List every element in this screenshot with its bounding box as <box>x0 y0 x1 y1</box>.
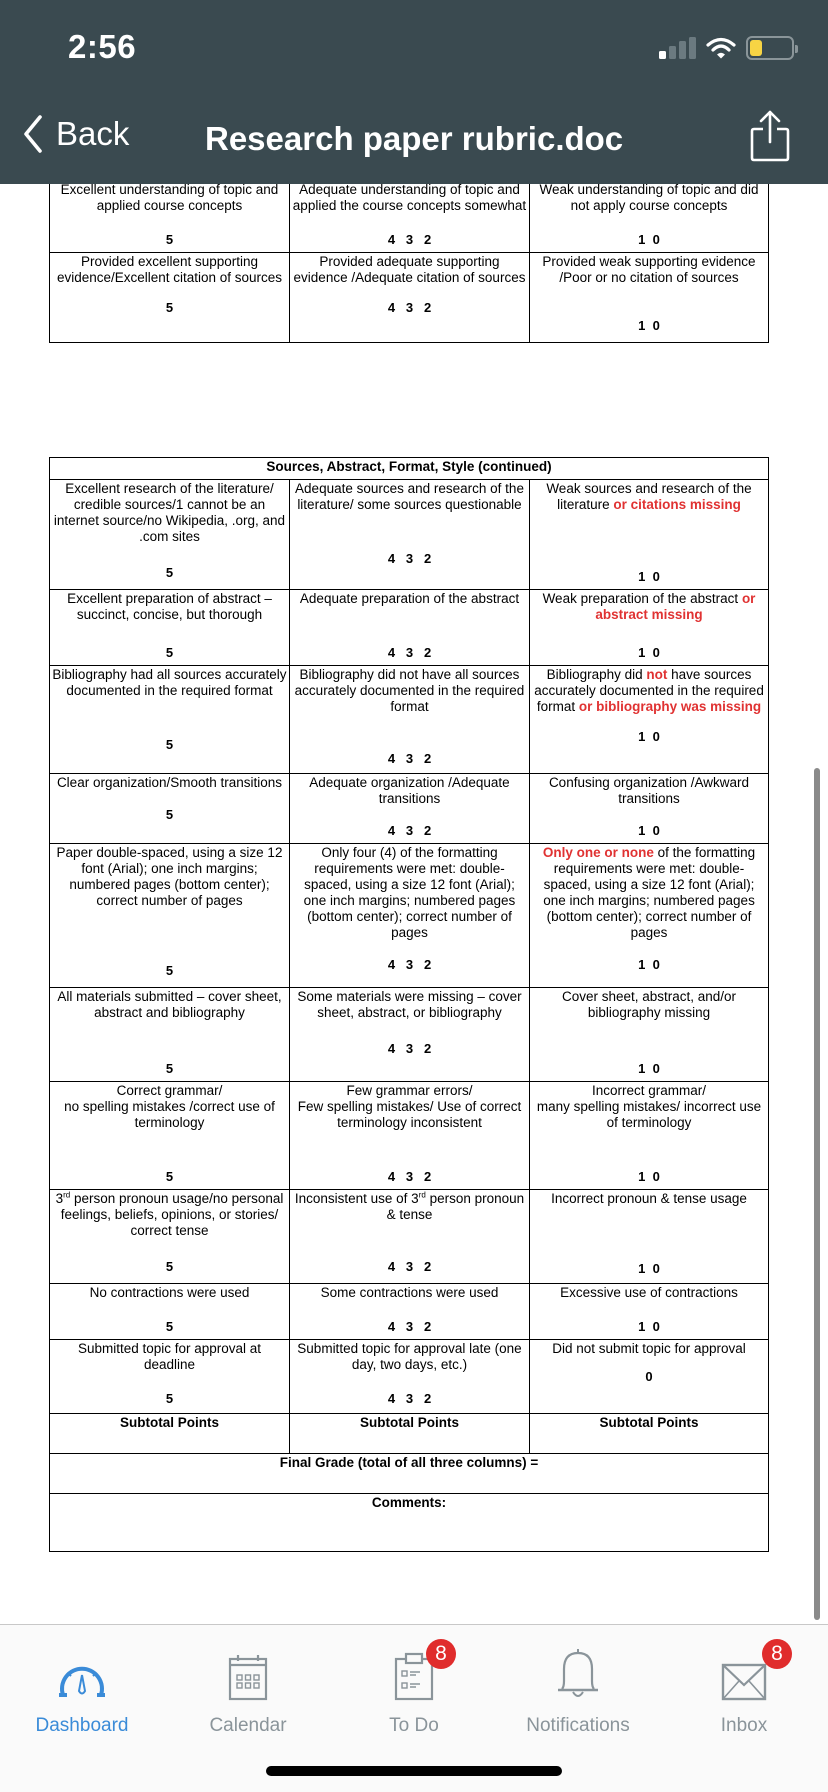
excellent-cell <box>50 480 290 590</box>
red-emphasis: or bibliography was missing <box>578 699 762 714</box>
adequate-cell <box>290 988 530 1082</box>
text-part: Inconsistent use of 3 <box>294 1191 419 1206</box>
weak-cell <box>530 1190 769 1284</box>
criteria-text: Provided weak supporting evidence /Poor or no citation of sources <box>542 254 756 285</box>
weak-cell <box>530 988 769 1082</box>
document-viewer[interactable] <box>0 184 828 1624</box>
criteria-text: Did not submit topic for approval <box>552 1341 746 1356</box>
text-line: Incorrect grammar/ <box>591 1083 707 1098</box>
score-options: 4 3 2 <box>387 751 432 766</box>
criteria-text: Weak understanding of topic and did not apply course concepts <box>539 184 759 213</box>
red-emphasis: Only one or none <box>542 845 654 860</box>
criteria-text: Paper double-spaced, using a size 12 font (Arial); one inch margins; numbered pages (bottom center); correct number of pages <box>56 845 283 908</box>
adequate-cell <box>290 1284 530 1340</box>
tab-calendar[interactable] <box>168 1639 328 1737</box>
red-emphasis: not <box>646 667 668 682</box>
score-options: 1 0 <box>638 1061 660 1076</box>
table-row <box>50 1340 769 1414</box>
weak-cell <box>530 1340 769 1414</box>
wifi-icon <box>706 37 736 59</box>
adequate-cell <box>290 184 530 253</box>
text-part: person pronoun & tense <box>386 1191 525 1222</box>
excellent-cell <box>50 590 290 666</box>
score-options: 1 0 <box>638 318 660 333</box>
score-options: 1 0 <box>638 232 660 247</box>
table-row <box>50 253 769 343</box>
tab-label: Notifications <box>526 1715 630 1736</box>
table-row <box>50 1082 769 1190</box>
text-part: of the formatting requirements were met: double-spaced, using a size 12 font (Arial); one inch margins; numbered pages (bottom center); correct number of pages <box>543 845 756 940</box>
app-header <box>0 0 828 184</box>
excellent-cell <box>50 1190 290 1284</box>
criteria-text: Adequate understanding of topic and applied the course concepts somewhat <box>292 184 527 213</box>
text-part: Weak preparation of the abstract <box>542 591 742 606</box>
table-row <box>50 1190 769 1284</box>
adequate-cell <box>290 844 530 988</box>
score-options: 5 <box>165 1391 174 1406</box>
score-options: 1 0 <box>638 1319 660 1334</box>
table-row <box>50 774 769 844</box>
criteria-text: Excellent preparation of abstract – succinct, concise, but thorough <box>67 591 272 622</box>
weak-cell <box>530 253 769 343</box>
home-indicator[interactable] <box>266 1766 562 1776</box>
status-icons <box>659 36 794 60</box>
excellent-cell <box>50 774 290 844</box>
adequate-cell <box>290 774 530 844</box>
criteria-text: Bibliography did not have all sources accurately documented in the required format <box>294 667 525 714</box>
adequate-cell <box>290 1082 530 1190</box>
score-options: 4 3 2 <box>387 1259 432 1274</box>
score-options: 4 3 2 <box>387 1391 432 1406</box>
criteria-text: Adequate preparation of the abstract <box>299 591 520 606</box>
adequate-cell <box>290 1190 530 1284</box>
chevron-left-icon <box>22 114 44 154</box>
battery-icon <box>746 36 794 60</box>
todo-badge: 8 <box>426 1639 456 1669</box>
score-options: 1 0 <box>638 645 660 660</box>
weak-cell <box>530 480 769 590</box>
red-emphasis: or abstract missing <box>595 591 756 622</box>
criteria-text: Cover sheet, abstract, and/or bibliography missing <box>561 989 737 1020</box>
score-options: 4 3 2 <box>387 645 432 660</box>
criteria-text: Only four (4) of the formatting requirements were met: double-spaced, using a size 12 font (Arial); one inch margins; numbered pages (bottom center); correct number of pages <box>303 845 516 940</box>
criteria-text: Confusing organization /Awkward transitions <box>548 775 750 806</box>
criteria-text <box>532 845 766 941</box>
criteria-text <box>532 591 766 623</box>
weak-cell <box>530 590 769 666</box>
tab-label: Calendar <box>209 1715 287 1736</box>
criteria-text <box>532 667 766 715</box>
text-part: person pronoun usage/no personal feelings, beliefs, opinions, or stories/ correct tense <box>60 1191 284 1238</box>
score-options: 5 <box>165 1319 174 1334</box>
table-row <box>50 844 769 988</box>
score-options: 4 3 2 <box>387 232 432 247</box>
criteria-text: Excessive use of contractions <box>560 1285 738 1300</box>
criteria-text: No contractions were used <box>89 1285 250 1300</box>
criteria-text: Provided excellent supporting evidence/Excellent citation of sources <box>56 254 283 285</box>
score-options: 1 0 <box>638 823 660 838</box>
tab-notifications[interactable] <box>498 1639 658 1737</box>
text-part: Weak sources and research of the literature <box>546 481 752 512</box>
score-options: 0 <box>645 1369 653 1384</box>
subtotal-excellent: Subtotal Points <box>50 1414 290 1454</box>
table-row <box>50 988 769 1082</box>
text-line: Few spelling mistakes/ Use of correct terminology inconsistent <box>297 1099 522 1130</box>
excellent-cell <box>50 844 290 988</box>
icon-wrap <box>664 1639 824 1701</box>
criteria-text: Excellent research of the literature/ credible sources/1 cannot be an internet source/no Wikipedia, .org, and .com sites <box>53 481 286 544</box>
final-grade-label: Final Grade (total of all three columns) = <box>50 1454 769 1494</box>
score-options: 4 3 2 <box>387 1319 432 1334</box>
icon-wrap <box>168 1639 328 1701</box>
score-options: 5 <box>165 807 174 822</box>
weak-cell <box>530 1284 769 1340</box>
adequate-cell <box>290 480 530 590</box>
back-button[interactable] <box>22 114 129 154</box>
excellent-cell <box>50 253 290 343</box>
criteria-text <box>292 1191 527 1223</box>
score-options: 4 3 2 <box>387 1169 432 1184</box>
red-emphasis: or citations missing <box>613 497 741 512</box>
score-options: 5 <box>165 1169 174 1184</box>
criteria-text: Some contractions were used <box>320 1285 499 1300</box>
score-options: 1 0 <box>638 957 660 972</box>
criteria-text: Some materials were missing – cover sheet, abstract, or bibliography <box>297 989 522 1020</box>
subtotal-adequate: Subtotal Points <box>290 1414 530 1454</box>
criteria-text <box>532 481 766 513</box>
adequate-cell <box>290 1340 530 1414</box>
final-grade-row <box>50 1454 769 1494</box>
criteria-text: Excellent understanding of topic and applied course concepts <box>60 184 279 213</box>
tab-inbox[interactable] <box>664 1639 824 1737</box>
excellent-cell <box>50 988 290 1082</box>
section-title: Sources, Abstract, Format, Style (continued) <box>50 458 769 480</box>
adequate-cell <box>290 590 530 666</box>
score-options: 5 <box>165 565 174 580</box>
text-part: have sources accurately documented in the required format <box>534 667 764 714</box>
bell-icon <box>554 1647 602 1701</box>
superscript: rd <box>63 1190 71 1200</box>
icon-wrap <box>498 1639 658 1701</box>
score-options: 5 <box>165 737 174 752</box>
comments-row <box>50 1494 769 1552</box>
dashboard-gauge-icon <box>57 1657 107 1701</box>
score-options: 5 <box>165 300 174 315</box>
tab-label: Dashboard <box>35 1715 129 1736</box>
weak-cell <box>530 1082 769 1190</box>
table-row <box>50 590 769 666</box>
navigation-bar <box>0 110 828 170</box>
tab-dashboard[interactable] <box>2 1639 162 1737</box>
criteria-text: All materials submitted – cover sheet, abstract and bibliography <box>57 989 282 1020</box>
score-options: 5 <box>165 1061 174 1076</box>
back-label: Back <box>56 115 130 152</box>
score-options: 5 <box>165 963 174 978</box>
criteria-text: Incorrect pronoun & tense usage <box>551 1191 747 1206</box>
excellent-cell <box>50 666 290 774</box>
score-options: 5 <box>165 645 174 660</box>
criteria-text <box>52 1191 287 1239</box>
score-options: 4 3 2 <box>387 1041 432 1056</box>
table-row <box>50 184 769 253</box>
score-options: 1 0 <box>638 569 660 584</box>
excellent-cell <box>50 1340 290 1414</box>
text-part: 3 <box>55 1191 64 1206</box>
text-line: many spelling mistakes/ incorrect use of terminology <box>536 1099 762 1130</box>
superscript: rd <box>418 1190 426 1200</box>
criteria-text <box>532 1083 766 1131</box>
criteria-text: Provided adequate supporting evidence /Adequate citation of sources <box>293 254 526 285</box>
subtotal-row <box>50 1414 769 1454</box>
weak-cell <box>530 666 769 774</box>
envelope-icon <box>721 1663 767 1701</box>
subtotal-weak: Subtotal Points <box>530 1414 769 1454</box>
text-line: Correct grammar/ <box>116 1083 223 1098</box>
excellent-cell <box>50 1082 290 1190</box>
weak-cell <box>530 184 769 253</box>
table-row <box>50 1284 769 1340</box>
score-options: 5 <box>165 1259 174 1274</box>
score-options: 1 0 <box>638 729 660 744</box>
text-line: no spelling mistakes /correct use of terminology <box>64 1099 275 1130</box>
inbox-badge: 8 <box>762 1639 792 1669</box>
weak-cell <box>530 844 769 988</box>
score-options: 4 3 2 <box>387 823 432 838</box>
excellent-cell <box>50 184 290 253</box>
score-options: 1 0 <box>638 1169 660 1184</box>
weak-cell <box>530 774 769 844</box>
share-icon[interactable] <box>750 110 790 162</box>
criteria-text <box>52 1083 287 1131</box>
adequate-cell <box>290 253 530 343</box>
text-line: Few grammar errors/ <box>346 1083 473 1098</box>
calendar-icon <box>228 1653 268 1701</box>
table-row <box>50 666 769 774</box>
criteria-text: Bibliography had all sources accurately documented in the required format <box>52 667 287 698</box>
score-options: 4 3 2 <box>387 551 432 566</box>
rubric-table-top <box>49 184 769 343</box>
adequate-cell <box>290 666 530 774</box>
score-options: 5 <box>165 232 174 247</box>
table-row <box>50 480 769 590</box>
cellular-signal-icon <box>659 37 696 59</box>
criteria-text: Submitted topic for approval at deadline <box>77 1341 262 1372</box>
score-options: 4 3 2 <box>387 300 432 315</box>
tab-label: To Do <box>389 1715 439 1736</box>
criteria-text: Submitted topic for approval late (one day, two days, etc.) <box>297 1341 522 1372</box>
criteria-text <box>292 1083 527 1131</box>
icon-wrap <box>334 1639 494 1701</box>
tab-label: Inbox <box>720 1715 768 1736</box>
tab-todo[interactable] <box>334 1639 494 1737</box>
score-options: 4 3 2 <box>387 957 432 972</box>
criteria-text: Clear organization/Smooth transitions <box>56 775 283 790</box>
section-title-row <box>50 458 769 480</box>
status-time: 2:56 <box>68 28 137 65</box>
comments-label: Comments: <box>50 1494 769 1552</box>
criteria-text: Adequate organization /Adequate transitions <box>309 775 510 806</box>
document-title: Research paper rubric.doc <box>205 120 624 157</box>
rubric-table-main <box>49 457 769 1552</box>
icon-wrap <box>2 1639 162 1701</box>
excellent-cell <box>50 1284 290 1340</box>
vertical-scrollbar[interactable] <box>814 768 820 1620</box>
text-part: Bibliography did <box>546 667 647 682</box>
criteria-text: Adequate sources and research of the literature/ some sources questionable <box>295 481 524 512</box>
score-options: 1 0 <box>638 1261 660 1276</box>
